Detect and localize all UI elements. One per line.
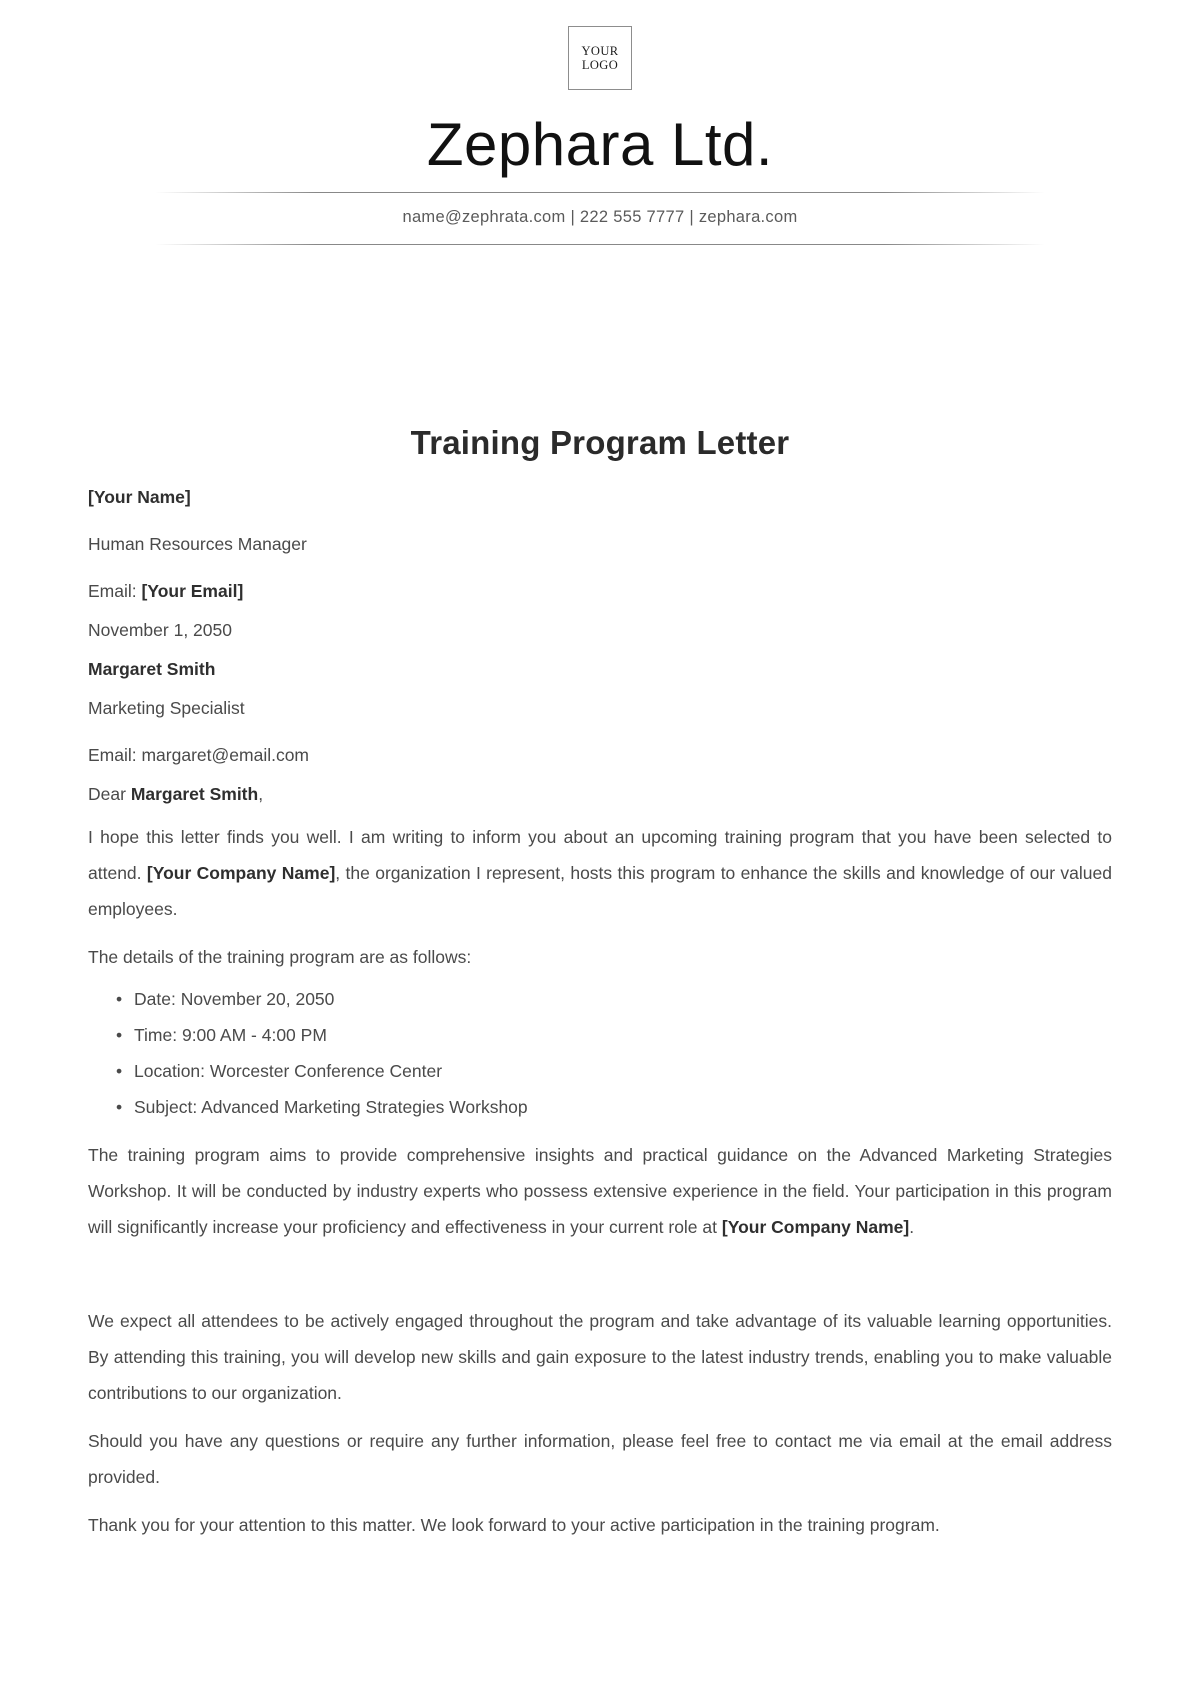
sender-email-label: Email: <box>88 581 137 601</box>
expectations-paragraph: We expect all attendees to be actively engaged throughout the program and take advantage of its valuable learning opportunities. By attending this training, you will develop new skills and gain exposure to the latest industry trends, enabling you to make valuable contributions to our organization. <box>88 1311 1112 1403</box>
sender-block <box>88 485 1112 643</box>
salutation-name: Margaret Smith <box>130 784 259 804</box>
details-lead: The details of the training program are as follows: <box>88 947 472 967</box>
logo-placeholder <box>568 26 632 90</box>
aim-company-placeholder: [Your Company Name] <box>721 1217 910 1237</box>
page-title: Training Program Letter <box>410 424 790 461</box>
letter-date: November 1, 2050 <box>88 620 232 640</box>
intro-text-part2: , the organization I represent, hosts this program to enhance the skills and knowledge of our valued employees. <box>88 863 1113 919</box>
questions-paragraph: Should you have any questions or require any further information, please feel free to contact me via email at the email address provided. <box>88 1431 1112 1487</box>
sender-name-text: [Your Name] <box>88 487 191 507</box>
aim-text-part2: . <box>909 1217 915 1237</box>
recipient-name <box>88 657 1112 682</box>
intro-paragraph <box>88 819 1112 927</box>
logo-line-1: YOUR <box>581 44 619 58</box>
sender-email-value: [Your Email] <box>141 581 244 601</box>
letterhead <box>0 0 1200 245</box>
logo-line-2: LOGO <box>581 58 619 72</box>
list-item: • Date: November 20, 2050 <box>116 981 1112 1017</box>
intro-text-part1: I hope this letter finds you well. I am writing to inform you about an upcoming training program that you have been selected to attend. <box>88 827 1112 883</box>
salutation-suffix: , <box>258 784 264 804</box>
sender-name <box>88 485 1112 510</box>
company-name: Zephara Ltd. <box>426 111 774 178</box>
letterhead-divider-top <box>155 192 1045 193</box>
intro-company-placeholder: [Your Company Name] <box>146 863 336 883</box>
list-item: • Location: Worcester Conference Center <box>116 1053 1112 1089</box>
recipient-name-text: Margaret Smith <box>88 659 216 679</box>
recipient-email: Email: margaret@email.com <box>88 745 310 765</box>
sender-job-title: Human Resources Manager <box>88 534 307 554</box>
letterhead-divider-bottom <box>155 244 1045 245</box>
recipient-job-title: Marketing Specialist <box>88 698 245 718</box>
letter-body <box>0 423 1200 1603</box>
sender-email <box>88 579 1112 604</box>
contact-line: name@zephrata.com | 222 555 7777 | zephara.com <box>402 208 798 226</box>
list-item: • Subject: Advanced Marketing Strategies Workshop <box>116 1089 1112 1125</box>
closing-paragraph: Thank you for your attention to this matter. We look forward to your active participation in the training program. <box>88 1515 940 1535</box>
recipient-block <box>88 657 1112 768</box>
training-details-list <box>88 981 1112 1125</box>
list-item: • Time: 9:00 AM - 4:00 PM <box>116 1017 1112 1053</box>
aim-text-part1: The training program aims to provide comprehensive insights and practical guidance on the Advanced Marketing Strategies Workshop. It will be conducted by industry experts who possess extensive experience in the field. Your participation in this program will significantly increase your proficiency and effectiveness in your current role at <box>88 1145 1112 1237</box>
salutation-prefix: Dear <box>88 784 126 804</box>
salutation <box>88 782 1112 807</box>
program-aim-paragraph <box>88 1137 1112 1245</box>
